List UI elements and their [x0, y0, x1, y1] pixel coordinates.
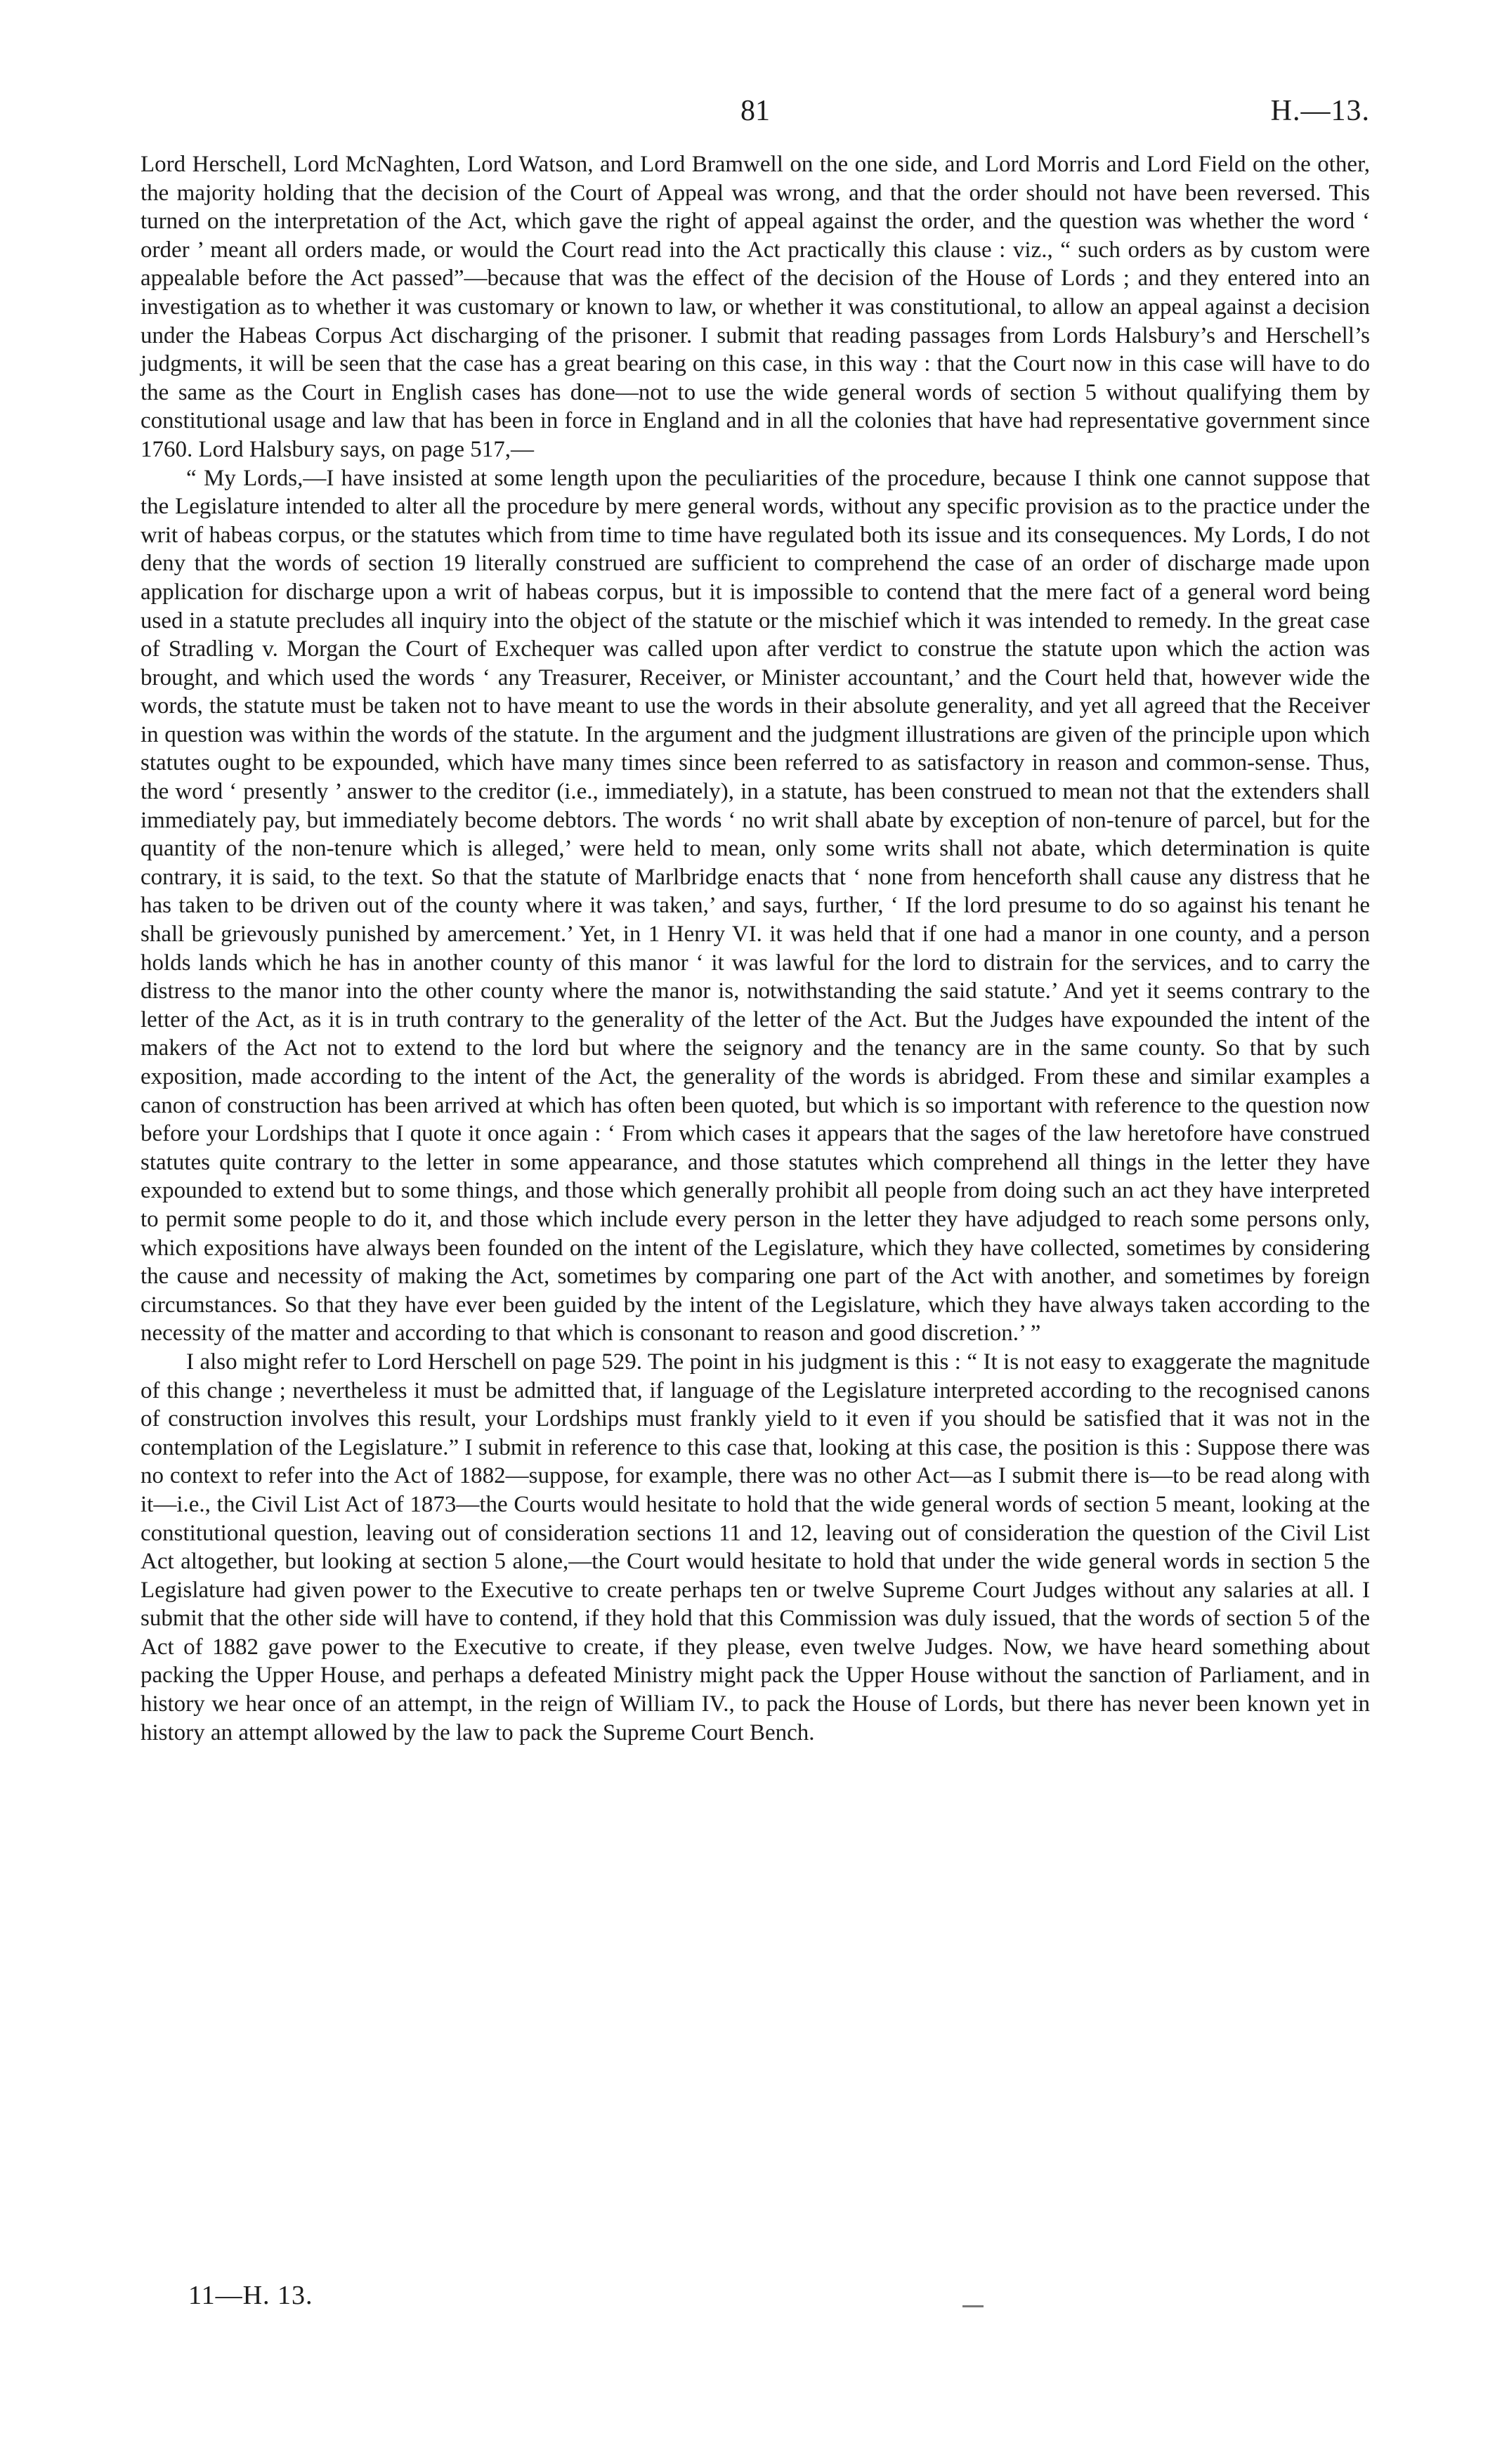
paragraph-1: Lord Herschell, Lord McNaghten, Lord Watson, and Lord Bramwell on the one side, and Lord Morris and Lord Field on the other, the majority holding that the decision of the Court of Appeal was wrong, and that the order should not have been reversed. This turned on the interpretation of the Act, which gave the right of appeal against the order, and the question was whether the word ‘ order ’ meant all orders made, or would the Court read into the Act practically this clause : viz., “ such orders as by custom were appealable before the Act passed”—because that was the effect of the decision of the House of Lords ; and they entered into an investigation as to whether it was customary or known to law, or whether it was constitutional, to allow an appeal against a decision under the Habeas Corpus Act discharging of the prisoner. I submit that reading passages from Lords Halsbury’s and Herschell’s judgments, it will be seen that the case has a great bearing on this case, in this way : that the Court now in this case will have to do the same as the Court in English cases has done—not to use the wide general words of section 5 without qualifying them by constitutional usage and law that has been in force in England and in all the colonies that have had representative government since 1760. Lord Halsbury says, on page 517,—: [141, 152, 1370, 462]
document-reference: H.—13.: [1270, 95, 1370, 127]
paragraph-3: I also might refer to Lord Herschell on page 529. The point in his judgment is this : “ It is not easy to exaggerate the magnitude of this change ; nevertheless it must be admitted that, if language of the Legislature interpreted according to the recognised canons of construction involves this result, your Lordships must frankly yield to it even if you should be satisfied that it was not in the contemplation of the Legislature.” I submit in reference to this case that, looking at this case, the position is this : Suppose there was no context to refer into the Act of 1882—suppose, for example, there was no other Act—as I submit there is—to be read along with it—i.e., the Civil List Act of 1873—the Courts would hesitate to hold that the wide general words of section 5 meant, looking at the constitutional question, leaving out of consideration sections 11 and 12, leaving out of consideration the question of the Civil List Act altogether, but looking at section 5 alone,—the Court would hesitate to hold that under the wide general words in section 5 the Legislature had given power to the Executive to create perhaps ten or twelve Supreme Court Judges without any salaries at all. I submit that the other side will have to contend, if they hold that this Commission was duly issued, that the words of section 5 of the Act of 1882 gave power to the Executive to create, if they please, even twelve Judges. Now, we have heard something about packing the Upper House, and perhaps a defeated Ministry might pack the Upper House without the sanction of Parliament, and in history we hear once of an attempt, in the reign of William IV., to pack the House of Lords, but there has never been known yet in history an attempt allowed by the law to pack the Supreme Court Bench.: [141, 1349, 1370, 1745]
body-text: [141, 150, 1370, 1747]
printer-signature: 11—H. 13.: [188, 2281, 313, 2310]
page-number: 81: [740, 95, 770, 127]
paragraph-2-quotation: “ My Lords,—I have insisted at some length upon the peculiarities of the procedure, because I think one cannot suppose that the Legislature intended to alter all the procedure by mere general words, without any specific provision as to the practice under the writ of habeas corpus, or the statutes which from time to time have regulated both its issue and its consequences. My Lords, I do not deny that the words of section 19 literally construed are sufficient to comprehend the case of an order of discharge made upon application for discharge upon a writ of habeas corpus, but it is impossible to contend that the mere fact of a general word being used in a statute precludes all inquiry into the object of the statute or the mischief which it was intended to remedy. In the great case of Stradling v. Morgan the Court of Exchequer was called upon after verdict to construe the statute upon which the action was brought, and which used the words ‘ any Treasurer, Receiver, or Minister accountant,’ and the Court held that, however wide the words, the statute must be taken not to have meant to use the words in their absolute generality, and yet all agreed that the Receiver in question was within the words of the statute. In the argument and the judgment illustrations are given of the principle upon which statutes ought to be expounded, which have many times since been referred to as satisfactory in reason and common-sense. Thus, the word ‘ presently ’ answer to the creditor (i.e., immediately), in a statute, has been construed to mean not that the extenders shall immediately pay, but immediately become debtors. The words ‘ no writ shall abate by exception of non-tenure of parcel, but for the quantity of the non-tenure which is alleged,’ were held to mean, only some writs shall not abate, which determination is quite contrary, it is said, to the text. So that the statute of Marlbridge enacts that ‘ none from henceforth shall cause any distress that he has taken to be driven out of the county where it was taken,’ and says, further, ‘ If the lord presume to do so against his tenant he shall be grievously punished by amercement.’ Yet, in 1 Henry VI. it was held that if one had a manor in one county, and a person holds lands which he has in another county of this manor ‘ it was lawful for the lord to distrain for the services, and to carry the distress to the manor into the other county where the manor is, notwithstanding the said statute.’ And yet it seems contrary to the letter of the Act, as it is in truth contrary to the generality of the letter of the Act. But the Judges have expounded the intent of the makers of the Act not to extend to the lord but where the seignory and the tenancy are in the same county. So that by such exposition, made according to the intent of the Act, the generality of the words is abridged. From these and similar examples a canon of construction has been arrived at which has often been quoted, but which is so important with reference to the question now before your Lordships that I quote it once again : ‘ From which cases it appears that the sages of the law heretofore have construed statutes quite contrary to the letter in some appearance, and those statutes which comprehend all things in the letter they have expounded to extend but to some things, and those which generally prohibit all people from doing such an act they have interpreted to permit some people to do it, and those which include every person in the letter they have adjudged to reach some persons only, which expositions have always been founded on the intent of the Legislature, which they have collected, sometimes by considering the cause and necessity of making the Act, sometimes by comparing one part of the Act with another, and sometimes by foreign circumstances. So that they have ever been guided by the intent of the Legislature, which they have always taken according to the necessity of the matter and according to that which is consonant to reason and good discretion.’ ”: [141, 465, 1370, 1346]
stray-mark: [962, 2305, 984, 2307]
page-header: [141, 90, 1370, 132]
